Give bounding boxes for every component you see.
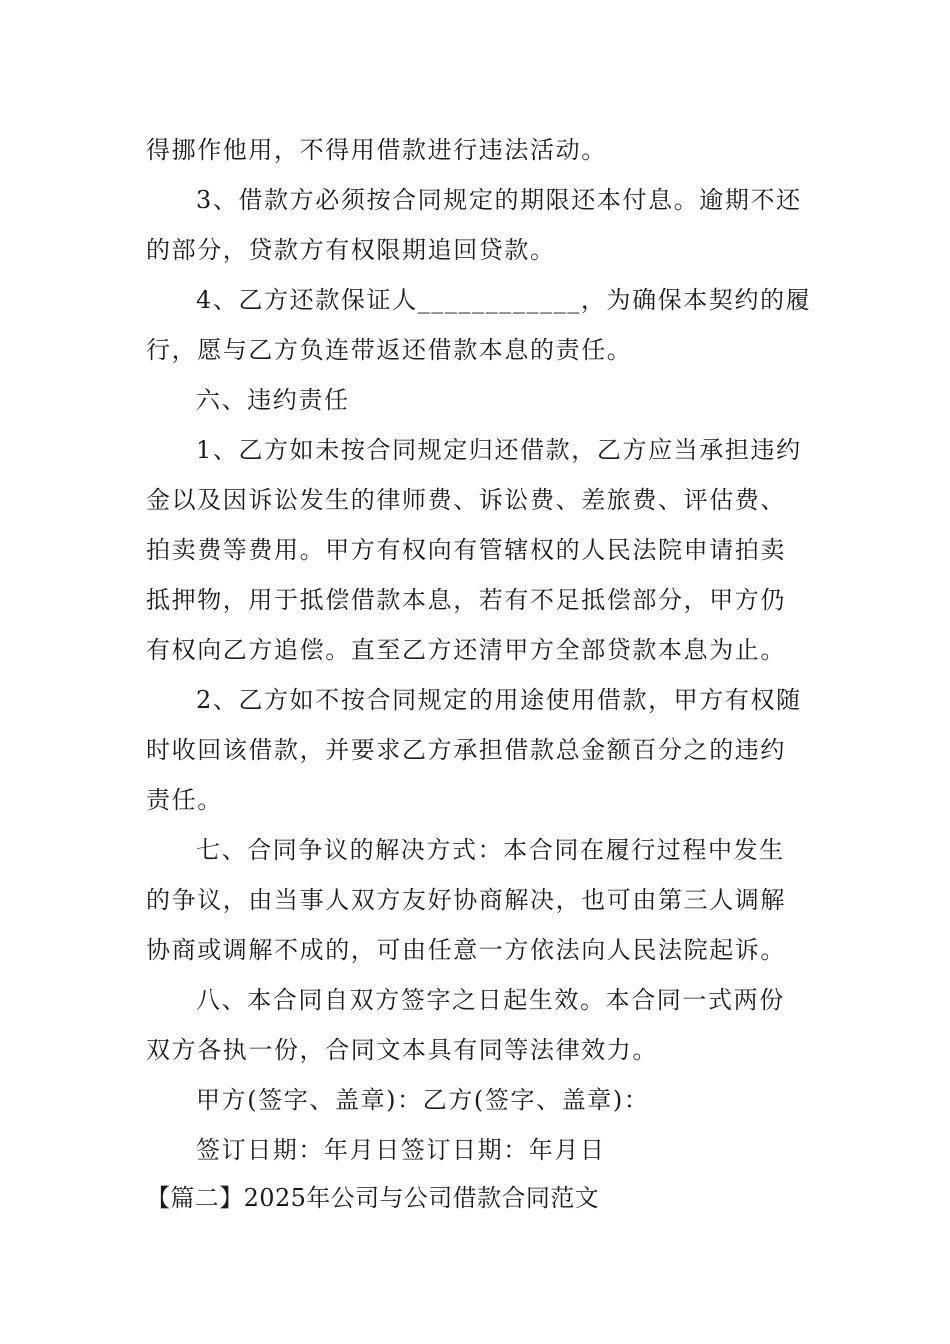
paragraph-line: 得挪作他用，不得用借款进行违法活动。	[146, 136, 607, 164]
paragraph-line: 的部分，贷款方有权限期追回贷款。	[146, 236, 556, 264]
signing-date-line: 签订日期：年月日签订日期：年月日	[196, 1136, 606, 1164]
paragraph-line: 1、乙方如未按合同规定归还借款，乙方应当承担违约	[196, 436, 802, 464]
paragraph-line: 双方各执一份，合同文本具有同等法律效力。	[146, 1036, 658, 1064]
paragraph-line: 有权向乙方追偿。直至乙方还清甲方全部贷款本息为止。	[146, 636, 786, 664]
paragraph-line: 的争议，由当事人双方友好协商解决，也可由第三人调解	[146, 886, 786, 914]
paragraph-line: 抵押物，用于抵偿借款本息，若有不足抵偿部分，甲方仍	[146, 586, 786, 614]
paragraph-line: 拍卖费等费用。甲方有权向有管辖权的人民法院申请拍卖	[146, 536, 786, 564]
paragraph-line: 2、乙方如不按合同规定的用途使用借款，甲方有权随	[196, 686, 802, 714]
section-heading: 六、违约责任	[196, 386, 350, 414]
paragraph-line: 时收回该借款，并要求乙方承担借款总金额百分之的违约	[146, 736, 786, 764]
paragraph-line: 金以及因诉讼发生的律师费、诉讼费、差旅费、评估费、	[146, 486, 786, 514]
signature-line: 甲方(签字、盖章)：乙方(签字、盖章)：	[196, 1086, 650, 1114]
article-heading: 【篇二】2025年公司与公司借款合同范文	[146, 1184, 600, 1212]
paragraph-line: 3、借款方必须按合同规定的期限还本付息。逾期不还	[196, 186, 802, 214]
paragraph-line: 责任。	[146, 786, 223, 814]
paragraph-line: 八、本合同自双方签字之日起生效。本合同一式两份	[196, 986, 785, 1014]
paragraph-line: 协商或调解不成的，可由任意一方依法向人民法院起诉。	[146, 936, 786, 964]
paragraph-line: 七、合同争议的解决方式：本合同在履行过程中发生	[196, 836, 785, 864]
paragraph-line: 4、乙方还款保证人____________，为确保本契约的履	[196, 286, 812, 314]
paragraph-line: 行，愿与乙方负连带返还借款本息的责任。	[146, 336, 633, 364]
